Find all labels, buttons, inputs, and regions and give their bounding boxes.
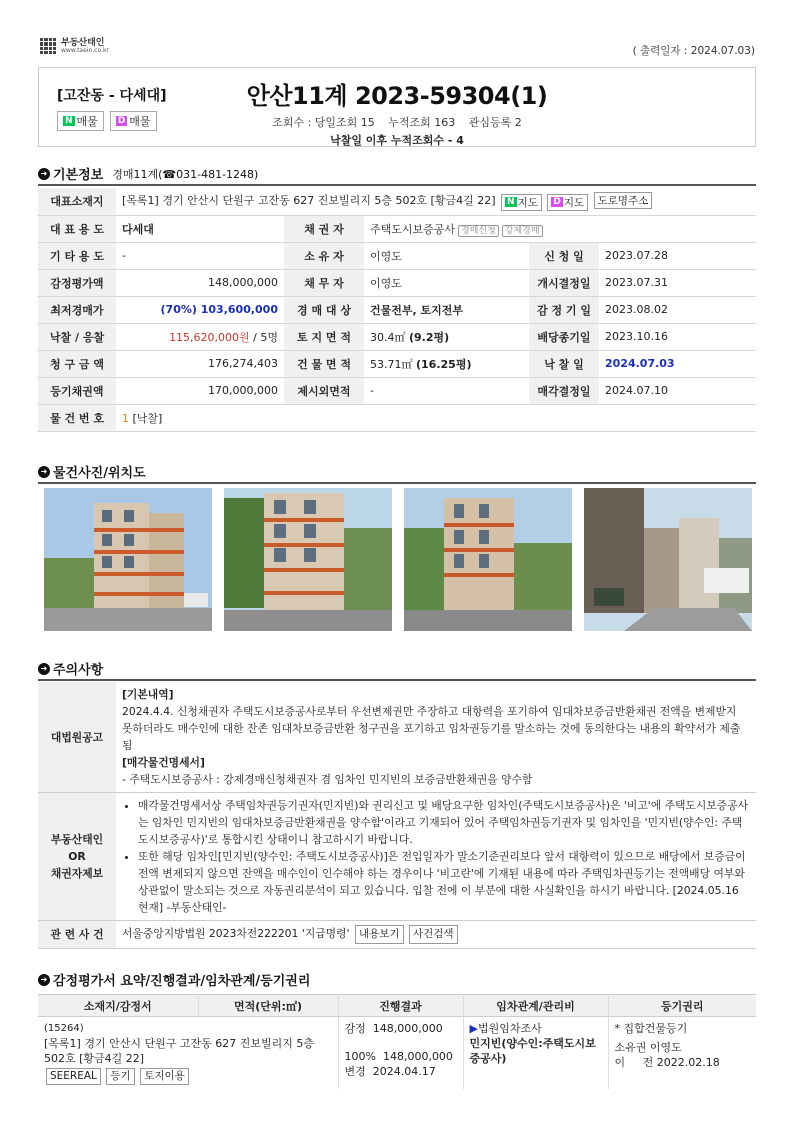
min-price: (70%) 103,600,000	[116, 296, 284, 323]
interest-count: 관심등록 2	[468, 116, 522, 129]
road-address-button[interactable]: 도로명주소	[594, 192, 653, 209]
section-arrow-icon: ➜	[38, 168, 50, 180]
court-notice-text: 2024.4.4. 신청채권자 주택도시보증공사로부터 우선변제권만 주장하고 대항력을 포기하여 임대차보증금반환채권 전액을 변제받지 못하더라도 매수인에 대한 잔존 임대차보증금반환 청구권을 포기하고 임차권등기를 말소하는 것에 동의한다는 내용의 확약서가 제출됨	[122, 705, 741, 752]
summary-title: ➜ 감정평가서 요약/진행결과/임차관계/등기권리	[38, 970, 310, 989]
property-photos	[44, 488, 752, 631]
land-use-button[interactable]: 토지이용	[140, 1068, 189, 1085]
taein-notice-row: 부동산태인 OR 채권자제보 • 매각물건명세서상 주택임차권등기권자(민지빈)와 권리신고 및 배당요구한 임차인(주택도시보증공사)은 '비고'에 주택도시보증공사는 임차인 민지빈의 임대차보증금반환채권을 양수함'이라고 기재되어 있어 주택임차권등기권자 및 임차인을 '민지빈(양수인: 주택도시보증공사)'로 통합시킨 상태이니 참고하시기 바랍니다. • 또한 해당 임차인[민지빈(양수인: 주택도시보증공사)]은 전입일자가 말소기준권리보다 앞서 대항력이 있으므로 배당에서 보증금이 전액 변제되지 않으면 잔액을 매수인이 인수해야 하는 경우이나 '비고란'에 기재된 내용에 따라 주택임차권등기는 전액배당 여부와 상관없이 말소되는 것으로 자동권리분석이 되고 있습니다. 입찰 전에 이 부분에 대한 사실확인을 하시기 바랍니다. [2024.05.16 현재] -부동산태인-	[38, 793, 756, 921]
award-date: 2024.07.03	[599, 350, 756, 377]
case-title: 안산11계 2023-59304(1)	[246, 82, 548, 110]
region-label: [고잔동 - 다세대]	[57, 88, 167, 104]
section-arrow-icon: ➜	[38, 466, 50, 478]
info-row: 등기채권액 170,000,000 제시외면적 - 매각결정일 2024.07.10	[38, 377, 756, 404]
related-case-text: 서울중앙지방법원 2023차전222201 '지급명령'	[122, 927, 350, 940]
summary-header-row: 소재지/감정서 면적(단위:㎡) 진행결과 임차관계/관리비 등기권리	[38, 995, 756, 1017]
views-total: 누적조회 163	[388, 116, 456, 129]
forced-auction-tag: 강제경매	[502, 225, 543, 237]
address-text: [목록1] 경기 안산시 단원구 고잔동 627 진보빌리지 5층 502호 [황금4길 22]	[122, 194, 496, 207]
notice-table	[38, 682, 756, 949]
daum-icon: D	[117, 116, 126, 126]
triangle-icon: ▶	[469, 1022, 478, 1035]
auction-apply-tag: 경매신청	[458, 225, 499, 237]
property-photo[interactable]	[44, 488, 212, 631]
logo-name: 부동산태인	[61, 37, 105, 48]
taein-logo	[40, 38, 109, 54]
info-row: 대 표 용 도 다세대 채 권 자 주택도시보증공사 경매신청 강제경매	[38, 215, 756, 242]
summary-table	[38, 994, 756, 1089]
section-arrow-icon: ➜	[38, 663, 50, 675]
property-photo[interactable]	[224, 488, 392, 631]
sale-spec-text: - 주택도시보증공사 : 강제경매신청채권자 겸 임차인 민지빈의 보증금반환채권을 양수함	[122, 773, 533, 786]
after-award-views: 낙찰일 이후 누적조회수 - 4	[330, 134, 464, 147]
address-row: 대표소재지 [목록1] 경기 안산시 단원구 고잔동 627 진보빌리지 5층 502호 [황금4길 22] N 지도 D 지도 도로명주소	[38, 188, 756, 215]
view-content-button[interactable]: 내용보기	[355, 925, 404, 944]
naver-icon: N	[65, 116, 73, 126]
basic-info-title: ➜ 기본정보 경매11계(☎031-481-1248)	[38, 164, 258, 183]
taein-note: • 또한 해당 임차인[민지빈(양수인: 주택도시보증공사)]은 전입일자가 말소기준권리보다 앞서 대항력이 있으므로 배당에서 보증금이 전액 변제되지 않으면 잔액을 매수인이 인수해야 하는 경우이나 '비고란'에 기재된 내용에 따라 주택임차권등기는 전액배당 여부와 상관없이 말소되는 것으로 자동권리분석이 되고 있습니다. 입찰 전에 이 부분에 대한 사실확인을 하시기 바랍니다. [2024.05.16 현재] -부동산태인-	[138, 848, 750, 916]
notice-title: ➜ 주의사항	[38, 659, 103, 678]
naver-listing-button[interactable]: N 매물	[57, 111, 104, 131]
award-price: 115,620,000원	[169, 330, 250, 344]
case-search-button[interactable]: 사건검색	[409, 925, 458, 944]
daum-listing-button[interactable]: D 매물	[110, 111, 157, 131]
basic-info-table	[38, 188, 756, 432]
logo-url: www.taein.co.kr	[61, 46, 109, 54]
logo-grid-icon	[40, 38, 56, 54]
court-info: 경매11계(☎031-481-1248)	[112, 167, 259, 181]
court-notice-row: 대법원공고 [기본내역] 2024.4.4. 신청채권자 주택도시보증공사로부터 우선변제권만 주장하고 대항력을 포기하여 임대차보증금반환채권 전액을 변제받지 못하더라도 매수인에 대한 잔존 임대차보증금반환 청구권을 포기하고 임차권등기를 말소하는 것에 동의한다는 내용의 확약서가 제출됨 [매각물건명세서] - 주택도시보증공사 : 강제경매신청채권자 겸 임차인 민지빈의 보증금반환채권을 양수함	[38, 682, 756, 793]
info-row: 기 타 용 도 - 소 유 자 이영도 신 청 일 2023.07.28	[38, 242, 756, 269]
views-today: 조회수 : 당일조회 15	[272, 116, 375, 129]
registry-button[interactable]: 등기	[106, 1068, 134, 1085]
property-photo[interactable]	[404, 488, 572, 631]
seereal-button[interactable]: SEEREAL	[46, 1068, 101, 1085]
daum-icon: D	[553, 197, 561, 207]
item-number-link[interactable]: 1	[122, 411, 129, 425]
print-date: ( 출력일자 : 2024.07.03)	[632, 45, 755, 57]
naver-icon: N	[507, 197, 515, 207]
info-row: 감정평가액 148,000,000 채 무 자 이영도 개시결정일 2023.07.31	[38, 269, 756, 296]
summary-row: (15264) [목록1] 경기 안산시 단원구 고잔동 627 진보빌리지 5층 502호 [황금4길 22] SEEREAL 등기 토지이용 감정 148,000,000 100% 148,000,000 변경 2024.04.17 ▶법원임차조사 민지빈(양수인:주택도시보증공사) * 집합건물등기 소유권 이영도 이 전 2022.02.18	[38, 1017, 756, 1090]
tenant-name: 민지빈(양수인:주택도시보증공사)	[469, 1037, 596, 1065]
item-number-row: 물 건 번 호 1 [낙찰]	[38, 404, 756, 431]
naver-map-button[interactable]: N 지도	[501, 194, 542, 211]
case-header	[38, 67, 756, 147]
summary-address: [목록1] 경기 안산시 단원구 고잔동 627 진보빌리지 5층 502호 [황금4길 22]	[44, 1037, 314, 1065]
info-row: 낙찰 / 응찰 115,620,000원 / 5명 토 지 면 적 30.4㎡ (9.2평) 배당종기일 2023.10.16	[38, 323, 756, 350]
photos-title: ➜ 물건사진/위치도	[38, 462, 146, 481]
section-arrow-icon: ➜	[38, 974, 50, 986]
info-row: 최저경매가 (70%) 103,600,000 경 매 대 상 건물전부, 토지전부 감 정 기 일 2023.08.02	[38, 296, 756, 323]
info-row: 청 구 금 액 176,274,403 건 물 면 적 53.71㎡ (16.25평) 낙 찰 일 2024.07.03	[38, 350, 756, 377]
related-case-row: 관 련 사 건 서울중앙지방법원 2023차전222201 '지급명령' 내용보기 사건검색	[38, 921, 756, 949]
daum-map-button[interactable]: D 지도	[547, 194, 588, 211]
property-photo[interactable]	[584, 488, 752, 631]
taein-note: • 매각물건명세서상 주택임차권등기권자(민지빈)와 권리신고 및 배당요구한 임차인(주택도시보증공사)은 '비고'에 주택도시보증공사는 임차인 민지빈의 임대차보증금반환채권을 양수함'이라고 기재되어 있어 주택임차권등기권자 및 임차인을 '민지빈(양수인: 주택도시보증공사)'로 통합시킨 상태이니 참고하시기 바랍니다.	[138, 797, 750, 848]
